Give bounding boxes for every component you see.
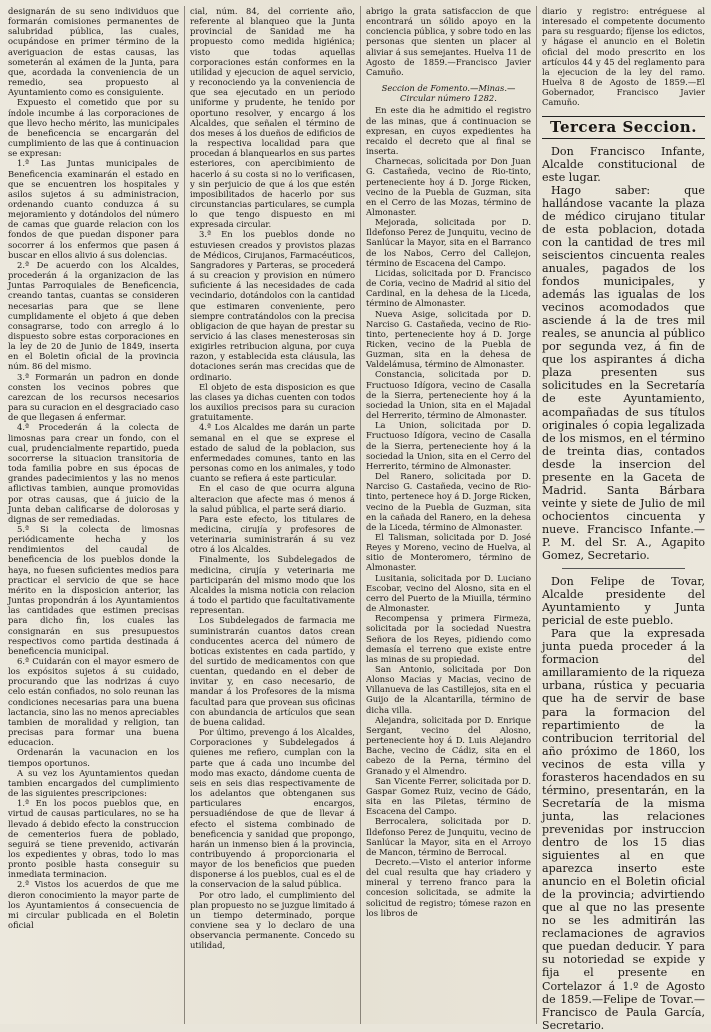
mine-entry: La Union, solicitada por D. Fructuoso Idígora, vecino de Casalla de la Sierra, perteneciente hoy á la sociedad la Union, sita en el Cerro del Herrerito, término de Almonaster. [366, 420, 531, 471]
paragraph: 2.ª De acuerdo con los Alcaldes, procederán á la organizacion de las Juntas Parroquiales de Beneficencia, creando tantas, cuantas se consideren necesarias para que se llene cumplidamente el objeto á que deben consagrarse, todo con arreglo á lo dispuesto sobre estas corporaciones en la ley de 20 de Junio de 1849, inserta en el Boletin oficial de la provincia núm. 86 del mismo. [8, 259, 179, 372]
mine-entry: Lusitania, solicitada por D. Luciano Escobar, vecino del Alosno, sita en el cerro del Puerto de la Miuilla, término de Almonaster. [366, 572, 531, 614]
paragraph: 1.ª En los pocos pueblos que, en virtud de causas particulares, no se ha llevado á debido efecto la construccion de cementerios fuera de poblado, seguirá se tiene prevenido, activarán los expedientes y obras, todo lo mas pronto posible hasta conseguir su inmediata terminacion. [8, 798, 179, 880]
paragraph: En este dia he admitido el registro de las minas, que á continuacion se expresan, en cuyos expedientes ha recaido el decreto que al final se inserta. [366, 105, 531, 157]
section-heading: Seccion de Fomento.—Minas.—Circular número 1282. [381, 83, 516, 104]
paragraph: 6.ª Cuidarán con el mayor esmero de los expósitos sujetos á su cuidado, procurando que las nodrizas á cuyo celo están confiados, no solo reunan las condiciones necesarias para una buena lactancia, sino las no menos apreciables tambien de moralidad y religion, tan precisas para formar una buena educacion. [8, 656, 179, 748]
paragraph: El objeto de esta disposicion es que las clases ya dichas cuenten con todos los auxilios precisos para su curacion gratuitamente. [190, 381, 355, 423]
mine-entry: El Talisman, solicitada por D. José Reyes y Moreno, vecino de Huelva, al sitio de Monteromero, término de Almonaster. [366, 531, 531, 573]
announcement-heading: Don Felipe de Tovar, Alcalde presidente del Ayuntamiento y Junta pericial de este pueblo. [542, 575, 705, 628]
section-title: Tercera Seccion. [542, 116, 705, 139]
mine-entry: San Vicente Ferrer, solicitada por D. Gaspar Gomez Ruiz, vecino de Gádo, sita en las Piletas, término de Escacena del Campo. [366, 775, 531, 817]
paragraph: cial, núm. 84, del corriente año, referente al blanqueo que la Junta provincial de Sanidad me ha propuesto como medida higiénica; visto que todas aquellas corporaciones están conformes en la utilidad y ejecucion de aquel servicio, y reconociendo ya la conveniencia de que sea ejecutado en un periodo uniforme y prudente, he tenido por oportuno resolver, y encargo á los Alcaldes, que señalen el término de dos meses á los dueños de edificios de la respectiva localidad para que procedan á blanquearlos en sus partes esteriores, con apercibimiento de hacerlo á su costa si no lo verificasen, y sin perjuicio de que á los que estén imposibilitados de hacerlo por sus circunstancias particulares, se cumpla lo que tengo dispuesto en mi expresada circular. [190, 6, 355, 230]
announcement-heading: Don Francisco Infante, Alcalde constitucional de este lugar. [542, 144, 705, 184]
mine-entry: Charnecas, solicitada por Don Juan G. Castañeda, vecino de Rio-tinto, perteneciente hoy á D. Jorge Ricken, vecino de la Puebla de Guzman, sita en el Cerro de las Mozas, término de Almonaster. [366, 156, 531, 217]
paragraph: Los Subdelegados de farmacia me suministrarán cuantos datos crean conducentes acerca del número de boticas existentes en cada partido, y del surtido de medicamentos con que cuentan, quedando en el deber de invitar y, en caso necesario, de mandar á los Profesores de la misma facultad para que provean sus oficinas con abundancia de artículos que sean de buena calidad. [190, 615, 355, 727]
column-4 [536, 6, 705, 1032]
announcement-body: Hago saber: que hallándose vacante la plaza de médico cirujano titular de esta poblacion, dotada con la cantidad de tres mil seiscientos cincuenta reales anuales, pagados de los fondos municipales, y además las igualas de los vecinos acomodados que asciende á la de tres mil reales, se anuncia al público por segunda vez, á fin de que los aspirantes á dicha plaza presenten sus solicitudes en la Secretaría de este Ayuntamiento, acompañadas de sus títulos originales ó copia legalizada de los mismos, en el término de treinta dias, contados desde la insercion del presente en la Gaceta de Madrid. Santa Bárbara veinte y siete de Julio de mil ochocientos cincuenta y nueve. Francisco Infante.—P. M. del Sr. A., Agapito Gomez, Secretario. [542, 183, 705, 563]
paragraph: En el caso de que ocurra alguna alteracion que afecte mas ó menos á la salud pública, el parte será diario. [190, 483, 355, 514]
decree: Decreto.—Visto el anterior informe del cual resulta que hay criadero y mineral y terreno franco para la concesion solicitada, se admite la solicitud de registro; tómese razon en los libros de [366, 856, 531, 918]
paragraph: Por último, prevengo á los Alcaldes, Corporaciones y Subdelegados á quienes me refiero, cumplan con la parte que á cada uno incumbe del modo mas exacto, dándome cuenta de seis en seis dias respectivamente de los adelantos que obtenganen sus particulares encargos, persuadiéndose de que de llevar á efecto el sistema combinado de beneficencia y sanidad que propongo, harán un inmenso bien á la provincia, contribuyendo á proporcionaria el mayor de los beneficios que pueden disponerse á los pueblos, cual es el de la conservacion de la salud pública. [190, 727, 355, 890]
paragraph: Finalmente, los Subdelegados de medicina, cirujía y veterinaria me participarán del mismo modo que los Alcaldes la misma noticia con relacion á todo el partido que facultativamente representan. [190, 554, 355, 616]
paragraph: designarán de su seno individuos que formarán comisiones permanentes de salubridad pública, las cuales, ocupándose en primer término de la averiguacion de estas causas, las someterán al exámen de la Junta, para que, acordada la conveniencia de un remedio, sea propuesto al Ayuntamiento como es consiguiente. [8, 6, 179, 98]
mine-entry: Alejandra, solicitada por D. Enrique Sergant, vecino del Alosno, perteneciente hoy á D. Luis Alejandro Bache, vecino de Cádiz, sita en el cabezo de la Perna, término del Granado y el Almendro. [366, 714, 531, 776]
mine-entry: Constancia, solicitada por D. Fructuoso Idígora, vecino de Casalla de la Sierra, perteneciente hoy á la sociedad la Union, sita en el Majadal del Herrerito, término de Almonaster. [366, 369, 531, 421]
paragraph: 1.ª Las Juntas municipales de Beneficencia examinarán el estado en que se encuentren los hospitales y asilos sujetos á su administracion, ordenando cuanto conduzca á su mejoramiento y dotándolos del número de camas que guarde relacion con los fondos de que puedan disponer para socorrer á los enfermos que pasen á buscar en ellos alivio á sus dolencias. [8, 158, 179, 260]
mine-entry: Nueva Asige, solicitada por D. Narciso G. Castañeda, vecino de Rio-tinto, perteneciente hoy á D. Jorge Ricken, vecino de la Puebla de Guzman, sita en la dehesa de Valdelámusa, término de Almonaster. [366, 308, 531, 370]
paragraph: 4.ª Procederán á la colecta de limosnas para crear un fondo, con el cual, prudencialmente repartido, pueda socorrerse la situacion transitoria de toda familia pobre en sus épocas de grandes padecimientos y las no menos aflictivas tambien, aunque promovidas por otras causas, que á juicio de la Junta deban calificarse de dolorosas y dignas de ser remediadas. [8, 422, 179, 524]
paragraph: A su vez los Ayuntamientos quedan tambien encargados del cumplimiento de las siguientes prescripciones: [8, 767, 179, 799]
mine-entry: Licidas, solicitada por D. Francisco de Coria, vecino de Madrid al sitio del Cardinal, en la dehesa de la Liceda, término de Almonaster. [366, 267, 531, 309]
paragraph: Ordenarán la vacunacion en los tiempos oportunos. [8, 747, 179, 768]
column-1 [8, 6, 184, 1024]
paragraph: 5.ª Si la colecta de limosnas periódicamente hecha y los rendimientos del caudal de beneficencia de los pueblos donde la haya, no fuesen suficientes medios para practicar el servicio de que se hace mérito en la disposicion anterior, las Juntas propondrán á los Ayuntamientos las cantidades que estimen precisas para dicho fin, los cuales las consignarán en sus presupuestos respectivos como partida destinada á beneficencia municipal. [8, 523, 179, 656]
mine-entry: San Antonio, solicitada por Don Alonso Macias y Macias, vecino de Villanueva de las Castillejos, sita en el Guijo de la Alcantarilla, término de dicha villa. [366, 664, 531, 715]
announcement-body: Para que la expresada junta pueda proceder á la formacion del amillaramiento de la riqueza urbana, rústica y pecuaria que ha de servir de base para la formacion del repartimiento de la contribucion territorial del año próximo de 1860, los vecinos de esta villa y forasteros hacendados en su término, presentarán, en la Secretaría de la misma junta, las relaciones prevenidas por instruccion dentro de los 15 dias siguientes al en que aparezca inserto este anuncio en el Boletin oficial de la provincia; advirtiendo que al que no las presente no se les admitirán las reclamaciones de agravios que puedan deducir. Y para su notoriedad se expide y fija el presente en Cortelazor á 1.º de Agosto de 1859.—Felipe de Tovar.—Francisco de Paula García, Secretario. [542, 627, 705, 1032]
paragraph: Por otro lado, el cumplimiento del plan propuesto no se juzgue limitado á un tiempo determinado, porque conviene sea y lo declaro de una observancia permanente. Concedo su utilidad, [190, 889, 355, 951]
paragraph: diario y registro: entréguese al interesado el competente documento para su resguardo; fíjense los edictos, y hágase el anuncio en el Boletin oficial del modo prescrito en los artículos 44 y 45 del reglamento para la ejecucion de la ley del ramo. Huelva 8 de Agosto de 1859.—El Gobernador, Francisco Javier Camuño. [542, 6, 705, 108]
paragraph: Expuesto el cometido que por su índole incumbe á las corporaciones de que llevo hecho mérito, las municipales de beneficencia se encargarán del cumplimiento de las que á continuacion se expresan: [8, 97, 179, 159]
column-3 [360, 6, 536, 1024]
mine-entry: Recompensa y primera Firmeza, solicitada por la sociedad Nuestra Señora de los Reyes, pidiendo como demasía el terreno que existe entre las minas de su propiedad. [366, 613, 531, 664]
paragraph: 2.ª Vistos los acuerdos de que me dieron conocimiento la mayor parte de los Ayuntamientos á consecuencia de mi circular publicada en el Boletin oficial [8, 879, 179, 931]
column-2 [184, 6, 360, 1024]
paragraph: Para este efecto, los titulares de medicina, cirujía y profesores de veterinaria suministrarán á su vez otro á los Alcaldes. [190, 513, 355, 555]
paragraph: 3.ª Formarán un padron en donde consten los vecinos pobres que carezcan de los recursos necesarios para su curacion en el desgraciado caso de que llegasen á enfermar. [8, 371, 179, 423]
mine-entry: Berrocalera, solicitada por D. Ildefonso Perez de Junquitu, vecino de Sanlúcar la Mayor, sita en el Arroyo de Mancon, término de Berrocal. [366, 816, 531, 857]
paragraph: abrigo la grata satisfaccion de que encontrará un sólido apoyo en la conciencia pública, y sobre todo en las personas que sienten un placer al aliviar á sus semejantes. Huelva 11 de Agosto de 1859.—Francisco Javier Camuño. [366, 6, 531, 77]
paragraph: 3.ª En los pueblos donde no estuviesen creados y provistos plazas de Médicos, Cirujanos, Farmacéuticos, Sangradores y Parteras, se procederá á su creacion y provision en número suficiente á las necesidades de cada vecindario, dotándolos con la cantidad que estimaren conveniente, pero siempre contratándolos con la precisa obligacion de que hayan de prestar su servicio á las clases menesterosas sin exigirles retribucion alguna, por cuya razon, y establecida esta cláusula, las dotaciones serán mas crecidas que de ordinario. [190, 229, 355, 382]
divider [562, 568, 685, 569]
paragraph: 4.ª Los Alcaldes me darán un parte semanal en el que se exprese el estado de salud de la poblacion, sus enfermedades comunes, tanto en las personas como en los animales, y todo cuanto se refiera á este particular. [190, 422, 355, 484]
mine-entry: Del Ranero, solicitada por D. Narciso G. Castañeda, vecino de Rio-tinto, pertenece hoy á D. Jorge Ricken, vecino de la Puebla de Guzman, sita en la cañada del Ranero, en la dehesa de la Liceda, término de Almonaster. [366, 471, 531, 532]
mine-entry: Mejorada, solicitada por D. Ildefonso Perez de Junquitu, vecino de Sanlúcar la Mayor, sita en el Barranco de los Nabos, Cerro del Callejon, término de Escacena del Campo. [366, 217, 531, 268]
